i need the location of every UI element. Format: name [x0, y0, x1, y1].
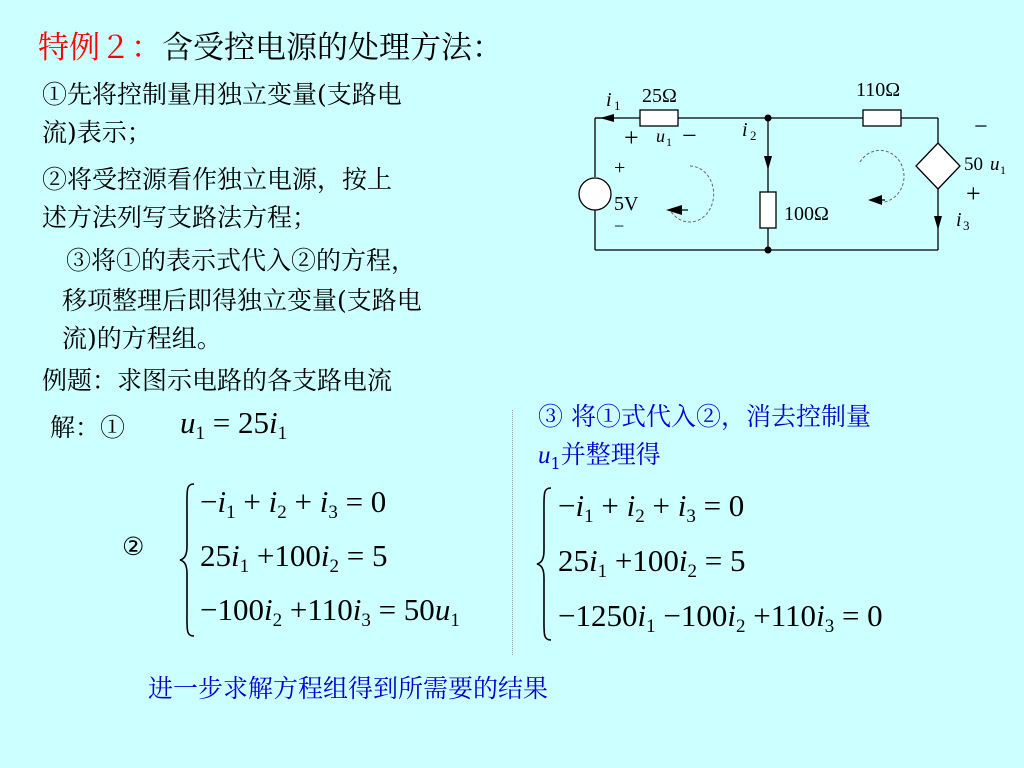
slide-title	[38, 22, 503, 67]
resistor-100	[760, 192, 776, 228]
svg-text:+: +	[966, 179, 981, 208]
svg-text:3: 3	[963, 218, 970, 233]
svg-text:5V: 5V	[614, 193, 639, 215]
left-brace	[178, 480, 198, 640]
svg-text:1: 1	[666, 135, 672, 149]
resistor-25	[640, 110, 678, 126]
system1-eq3: $-100i_2 +110i_3 = 50u_1$	[200, 592, 460, 631]
step-2-line-2: 述方法列写支路法方程；	[42, 203, 318, 232]
i3-arrow	[934, 216, 942, 230]
svg-text:50: 50	[964, 154, 983, 175]
right-note-line-1: ③ 将①式代入②，消去控制量	[538, 402, 871, 431]
svg-text:2: 2	[750, 128, 757, 143]
node-top	[765, 115, 772, 122]
svg-text:i: i	[956, 209, 962, 231]
step-2-line-1: ②将受控源看作独立电源，按上	[42, 165, 393, 194]
svg-text:1: 1	[614, 98, 621, 113]
svg-text:+: +	[624, 123, 639, 152]
i2-arrow	[764, 156, 772, 170]
conclusion-text: 进一步求解方程组得到所需要的结果	[148, 674, 549, 703]
column-divider	[512, 410, 513, 655]
title-prefix: 特例２：	[38, 30, 162, 66]
solve-label: 解：①	[50, 413, 126, 442]
resistor-110	[863, 110, 901, 126]
right-brace	[535, 484, 555, 644]
step-1-line-1: ①先将控制量用独立变量(支路电	[42, 80, 402, 109]
system1-eq1: $-i_1 + i_2 + i_3 = 0$	[200, 484, 387, 523]
node-bottom	[765, 247, 772, 254]
system1-eq2: $25i_1 +100i_2 = 5$	[200, 538, 388, 577]
svg-text:u: u	[656, 126, 665, 146]
circuit-diagram	[570, 70, 1020, 270]
dependent-source	[916, 143, 960, 189]
svg-text:i: i	[606, 89, 612, 111]
eq2-label: ②	[122, 532, 145, 561]
title-text: 含受控电源的处理方法：	[162, 30, 503, 66]
svg-text:25Ω: 25Ω	[642, 85, 677, 107]
step-1-line-2: 流)表示；	[42, 118, 152, 147]
system2-eq2: $25i_1 +100i_2 = 5$	[558, 543, 746, 582]
equation-u1: $u_1 = 25i_1$	[180, 405, 288, 444]
svg-text:−: −	[682, 121, 697, 150]
step-3-line-2: 移项整理后即得独立变量(支路电	[62, 286, 422, 315]
example-prompt: 例题：求图示电路的各支路电流	[42, 366, 393, 395]
right-note-line-2: $u_1$并整理得	[538, 440, 661, 473]
step-3-line-3: 流)的方程组。	[62, 324, 222, 353]
svg-text:+: +	[614, 157, 626, 179]
svg-text:1: 1	[1000, 163, 1006, 177]
svg-text:110Ω: 110Ω	[856, 79, 901, 101]
step-3-line-1: ③将①的表示式代入②的方程，	[66, 246, 417, 275]
svg-text:−: −	[614, 216, 625, 236]
svg-text:u: u	[990, 154, 1000, 175]
svg-text:i: i	[742, 119, 748, 141]
voltage-source	[579, 178, 611, 210]
svg-text:100Ω: 100Ω	[784, 203, 829, 225]
system2-eq3: $-1250i_1 -100i_2 +110i_3 = 0$	[558, 598, 883, 637]
svg-text:−: −	[974, 114, 988, 140]
system2-eq1: $-i_1 + i_2 + i_3 = 0$	[558, 488, 745, 527]
